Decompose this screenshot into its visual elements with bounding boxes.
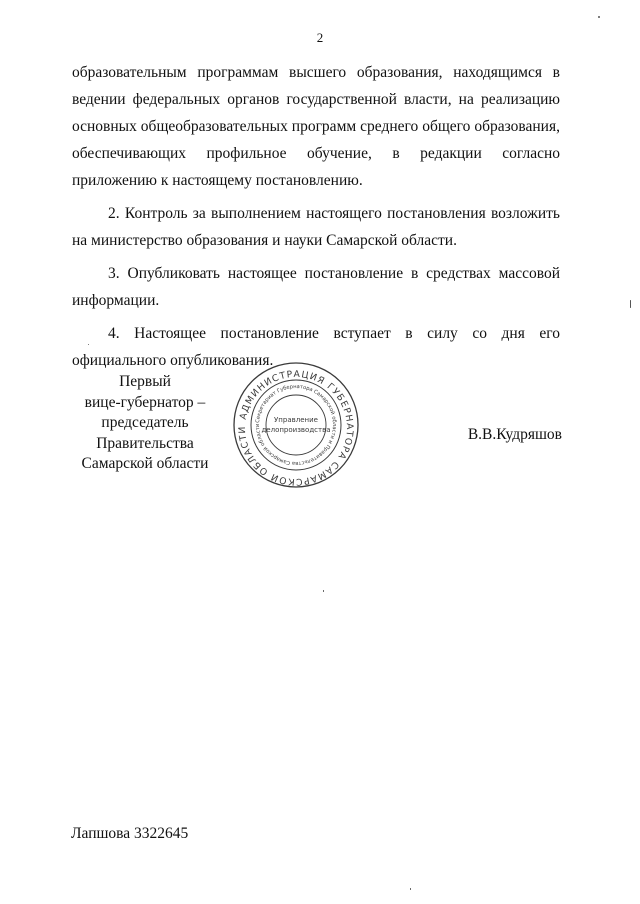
seal-center-line: делопроизводства [261, 426, 331, 434]
paragraph-continuation: образовательным программам высшего образования, находящимся в ведении федеральных органов государственной власти, на реализацию основных общеобразовательных программ среднего общего образования, обеспечивающих профильное обучение, в редакции согласно приложению к настоящему постановлению. [72, 64, 560, 189]
signatory-title-line: председатель Правительства [96, 414, 194, 452]
signatory-title-line: Первый [119, 373, 171, 390]
executor-contact: Лапшова 3322645 [71, 825, 189, 842]
paragraph-control: 2. Контроль за выполнением настоящего постановления возложить на министерство образования и науки Самарской области. [72, 205, 560, 249]
signatory-title [60, 372, 230, 475]
scan-speck [323, 590, 324, 592]
signatory-name: В.В.Кудряшов [467, 426, 562, 443]
seal-outer-text: АДМИНИСТРАЦИЯ ГУБЕРНАТОРА САМАРСКОЙ ОБЛАСТИ [236, 368, 356, 488]
signatory-title-line: Самарской области [81, 455, 209, 472]
official-seal [231, 360, 361, 490]
scan-speck [630, 300, 631, 308]
scan-speck [410, 888, 411, 890]
signatory-title-line: вице-губернатор – [84, 393, 206, 411]
page-number: 2 [316, 30, 324, 45]
document-body [72, 59, 560, 380]
scan-speck [598, 16, 600, 18]
paragraph-effective-date: 4. Настоящее постановление вступает в силу со дня его официального опубликования. [72, 325, 560, 369]
seal-middle-circle [251, 380, 341, 470]
seal-outer-circle [234, 363, 358, 487]
scan-speck [88, 344, 89, 345]
paragraph-publish: 3. Опубликовать настоящее постановление в средствах массовой информации. [72, 265, 560, 309]
seal-inner-circle [266, 395, 326, 455]
seal-inner-text: Секретариат Губернатора Самарской области и Правительства Самарской области [254, 383, 338, 467]
seal-center-line: Управление [274, 416, 318, 424]
